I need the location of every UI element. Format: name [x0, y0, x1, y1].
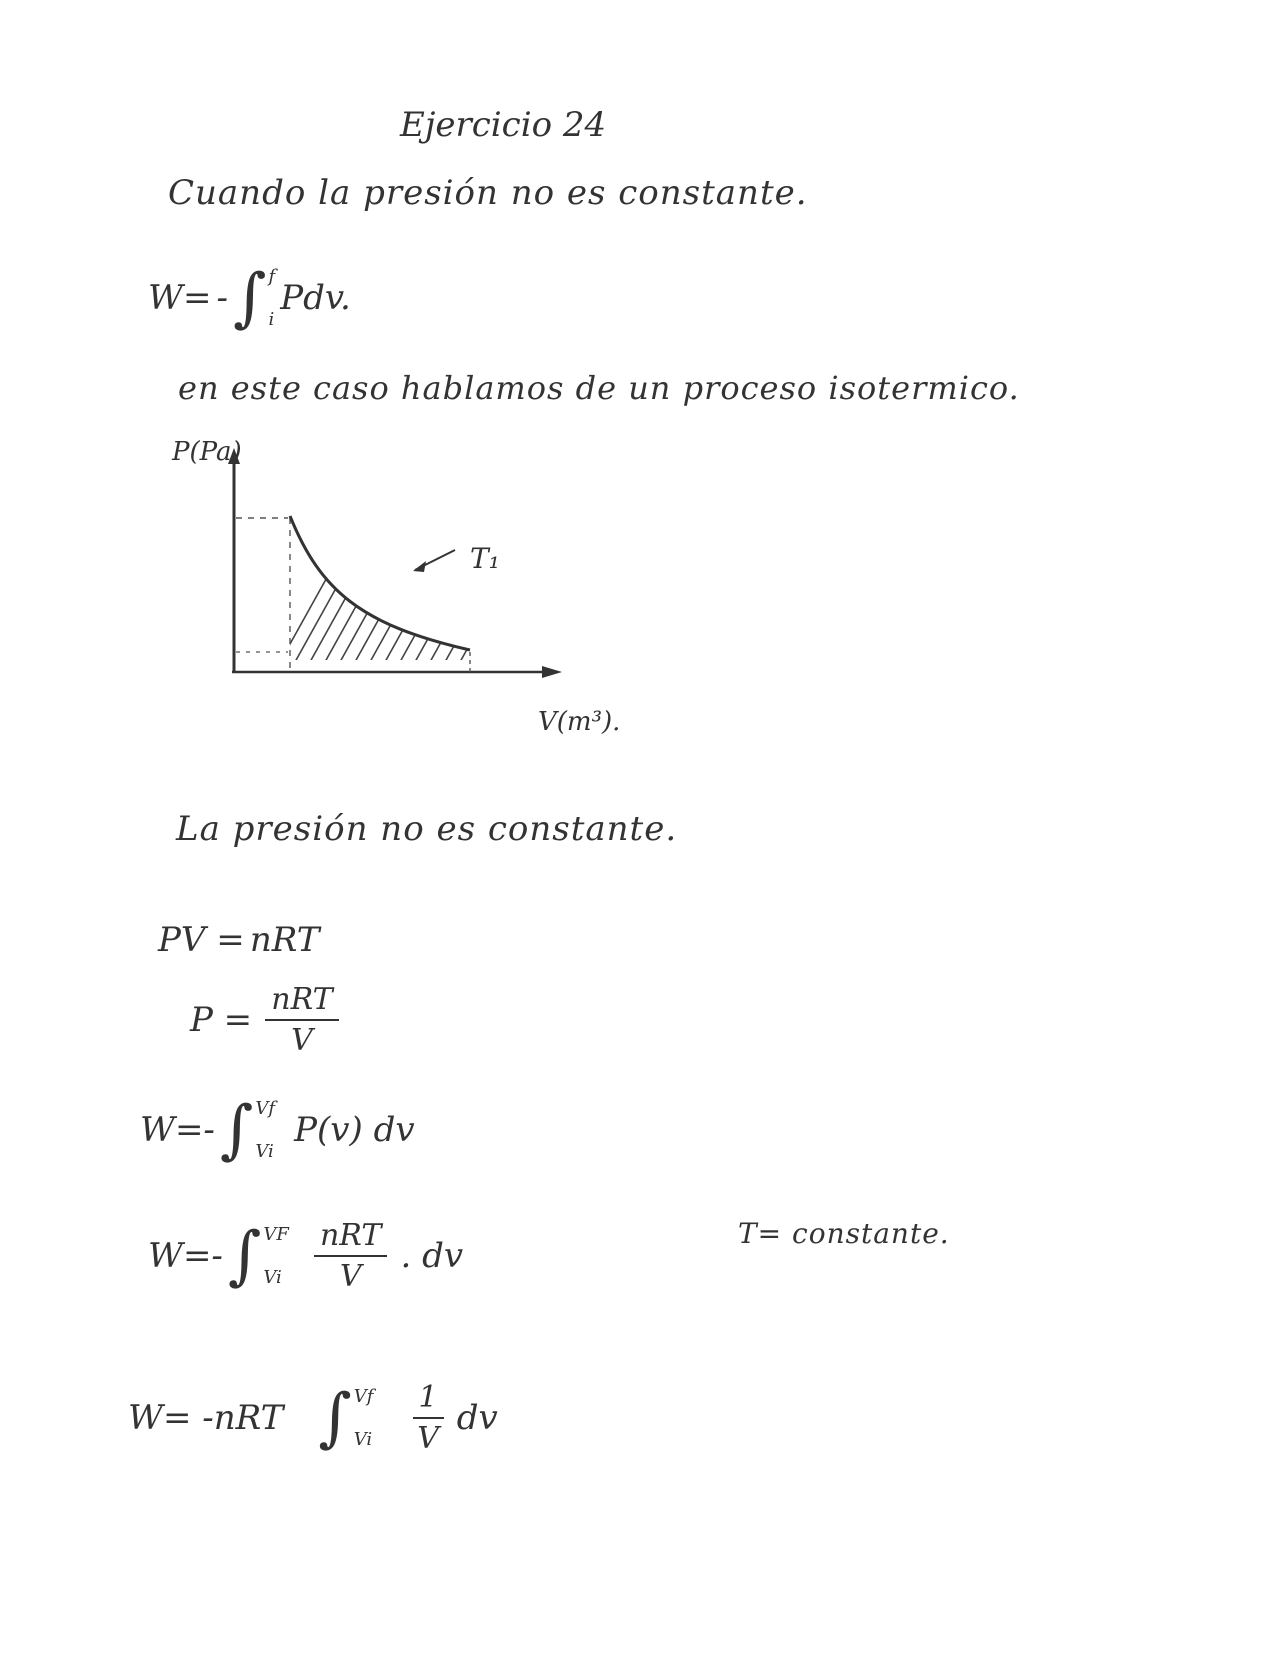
work-lhs: W=-	[148, 1236, 223, 1276]
work-pv-formula	[140, 1093, 415, 1167]
integral-limits	[354, 1386, 374, 1450]
exercise-title: Ejercicio 24	[400, 105, 607, 145]
upper-limit: Vf	[255, 1098, 276, 1119]
integral-glyph: ∫	[220, 1093, 254, 1167]
integrand-fraction	[314, 1218, 387, 1294]
integral-glyph: ∫	[228, 1219, 262, 1293]
integrand: Pdv.	[280, 278, 351, 318]
integral-sign	[233, 261, 276, 335]
lower-limit: Vi	[263, 1267, 282, 1288]
lower-limit: Vi	[255, 1141, 274, 1162]
upper-limit: VF	[263, 1224, 289, 1245]
ideal-gas-law	[158, 920, 319, 960]
integral-limits	[263, 1224, 289, 1288]
fraction-denominator: V	[291, 1023, 313, 1058]
curve-pointer-head	[413, 561, 426, 572]
x-axis-arrow	[542, 666, 562, 678]
lower-limit: i	[268, 309, 275, 330]
work-lhs: W=	[148, 278, 212, 318]
lower-limit: Vi	[353, 1429, 373, 1450]
pressure-lhs: P =	[190, 1000, 253, 1040]
integral-sign	[228, 1219, 289, 1293]
pressure-note: La presión no es constante.	[176, 809, 678, 849]
work-lhs: W= -nRT	[128, 1398, 284, 1438]
integral-limits	[255, 1098, 275, 1162]
work-lhs: W=-	[140, 1110, 215, 1150]
ideal-gas-lhs: PV =	[158, 920, 245, 960]
upper-limit: Vf	[353, 1386, 374, 1407]
pv-diagram-svg	[170, 440, 690, 760]
differential: . dv	[400, 1236, 464, 1276]
integral-glyph: ∫	[233, 261, 267, 335]
pressure-solved-formula	[190, 982, 347, 1058]
work-nrt-formula	[148, 1218, 463, 1294]
process-text: en este caso hablamos de un proceso isotermico.	[178, 369, 1020, 407]
fraction-numerator: 1	[413, 1380, 444, 1419]
pv-diagram	[170, 440, 690, 760]
integral-glyph: ∫	[318, 1381, 352, 1455]
integrand-fraction	[413, 1380, 444, 1456]
fraction-numerator: nRT	[265, 982, 338, 1021]
integral-sign	[318, 1381, 374, 1455]
ideal-gas-rhs: nRT	[249, 920, 320, 960]
fraction-denominator: V	[417, 1421, 439, 1456]
integral-sign	[220, 1093, 276, 1167]
work-final-formula	[128, 1380, 498, 1456]
fraction-numerator: nRT	[314, 1218, 387, 1257]
isotherm-label: T₁	[470, 542, 500, 575]
differential: dv	[456, 1398, 498, 1438]
integral-limits	[268, 266, 275, 330]
intro-text: Cuando la presión no es constante.	[168, 173, 808, 213]
work-definition-formula	[148, 261, 351, 335]
y-axis-label: P(Pa)	[172, 440, 242, 467]
temperature-note: T= constante.	[738, 1217, 950, 1250]
upper-limit: f	[268, 266, 276, 287]
isotherm-curve	[290, 516, 470, 650]
pressure-fraction	[265, 982, 338, 1058]
integrand: P(v) dv	[294, 1110, 415, 1150]
x-axis-label: V(m³).	[538, 707, 621, 737]
fraction-denominator: V	[339, 1259, 362, 1294]
work-area-hatching	[270, 500, 550, 680]
minus-sign: -	[216, 278, 229, 318]
